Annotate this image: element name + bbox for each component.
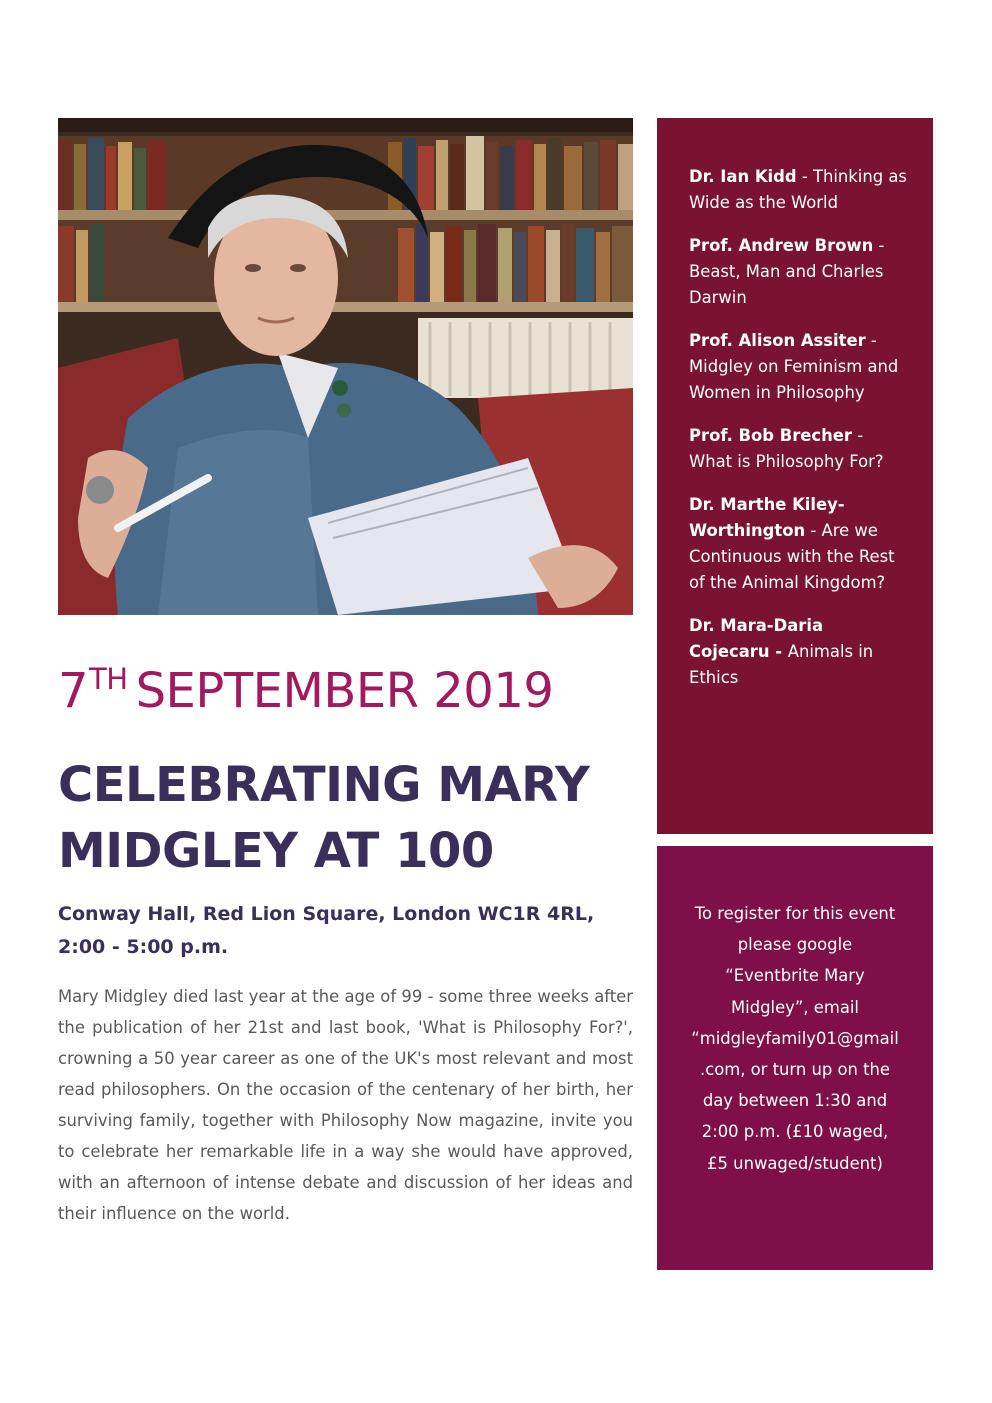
speaker-name: Dr. Mara-Daria Cojecaru - — [689, 616, 824, 661]
speaker-separator: - — [865, 331, 877, 350]
date-month-year: SEPTEMBER 2019 — [135, 663, 554, 719]
speaker-talk: Midgley on Feminism and Women in Philosophy — [689, 357, 899, 402]
speaker-talk: Thinking as Wide as the World — [689, 167, 907, 212]
event-time: 2:00 - 5:00 p.m. — [58, 936, 229, 958]
event-description: Mary Midgley died last year at the age of 99 - some three weeks after the publication of her 21st and last book, 'What is Philosophy For?', crowning a 50 year career as one of the UK's most relevant and most read philosophers. On the occasion of the centenary of her birth, her surviving family, together with Philosophy Now magazine, invite you to celebrate her remarkable life in a way she would have approved, with an afternoon of intense debate and discussion of her ideas and their influence on the world. — [58, 987, 633, 1223]
speaker-separator: - — [805, 521, 822, 540]
speaker-separator: - — [796, 167, 813, 186]
registration-panel — [657, 846, 933, 1270]
register-line: To register for this event — [694, 904, 896, 923]
register-line: “Eventbrite Mary — [725, 966, 865, 986]
speaker-talk: What is Philosophy For? — [689, 452, 884, 471]
speaker-item — [689, 233, 909, 311]
speaker-name: Prof. Alison Assiter — [689, 331, 866, 350]
speaker-item — [689, 613, 909, 691]
venue-address: Conway Hall, Red Lion Square, London WC1R 4RL, — [58, 903, 595, 925]
register-line: please google — [737, 935, 853, 955]
speaker-talk: Beast, Man and Charles Darwin — [689, 262, 884, 307]
speaker-item — [689, 492, 909, 596]
register-line: day between 1:30 and — [702, 1091, 888, 1111]
speaker-separator: - — [852, 426, 864, 445]
speaker-name: Prof. Andrew Brown — [689, 236, 874, 255]
register-email: “midgleyfamily01@gmail — [691, 1028, 899, 1048]
speaker-separator: - — [873, 236, 885, 255]
speaker-name: Prof. Bob Brecher — [689, 426, 852, 445]
speaker-name: Dr. Marthe Kiley-Worthington — [689, 495, 845, 540]
date-day: 7 — [58, 663, 89, 719]
speaker-item — [689, 423, 909, 475]
register-price: £5 unwaged/student) — [707, 1153, 883, 1173]
date-suffix: TH — [89, 662, 128, 696]
speaker-item — [689, 164, 909, 216]
register-line: 2:00 p.m. (£10 waged, — [701, 1122, 889, 1142]
register-line: Midgley”, email — [731, 997, 859, 1017]
event-date — [58, 662, 638, 720]
page-title: CELEBRATING MARY MIDGLEY AT 100 — [58, 757, 590, 879]
portrait-photo — [58, 118, 633, 615]
speakers-panel — [657, 118, 933, 834]
event-venue — [58, 898, 648, 964]
speaker-talk: Animals in Ethics — [689, 642, 874, 687]
speaker-item — [689, 328, 909, 406]
speaker-talk: Are we Continuous with the Rest of the Animal Kingdom? — [689, 521, 895, 592]
speaker-name: Dr. Ian Kidd — [689, 167, 797, 186]
register-line: .com, or turn up on the — [699, 1060, 890, 1080]
